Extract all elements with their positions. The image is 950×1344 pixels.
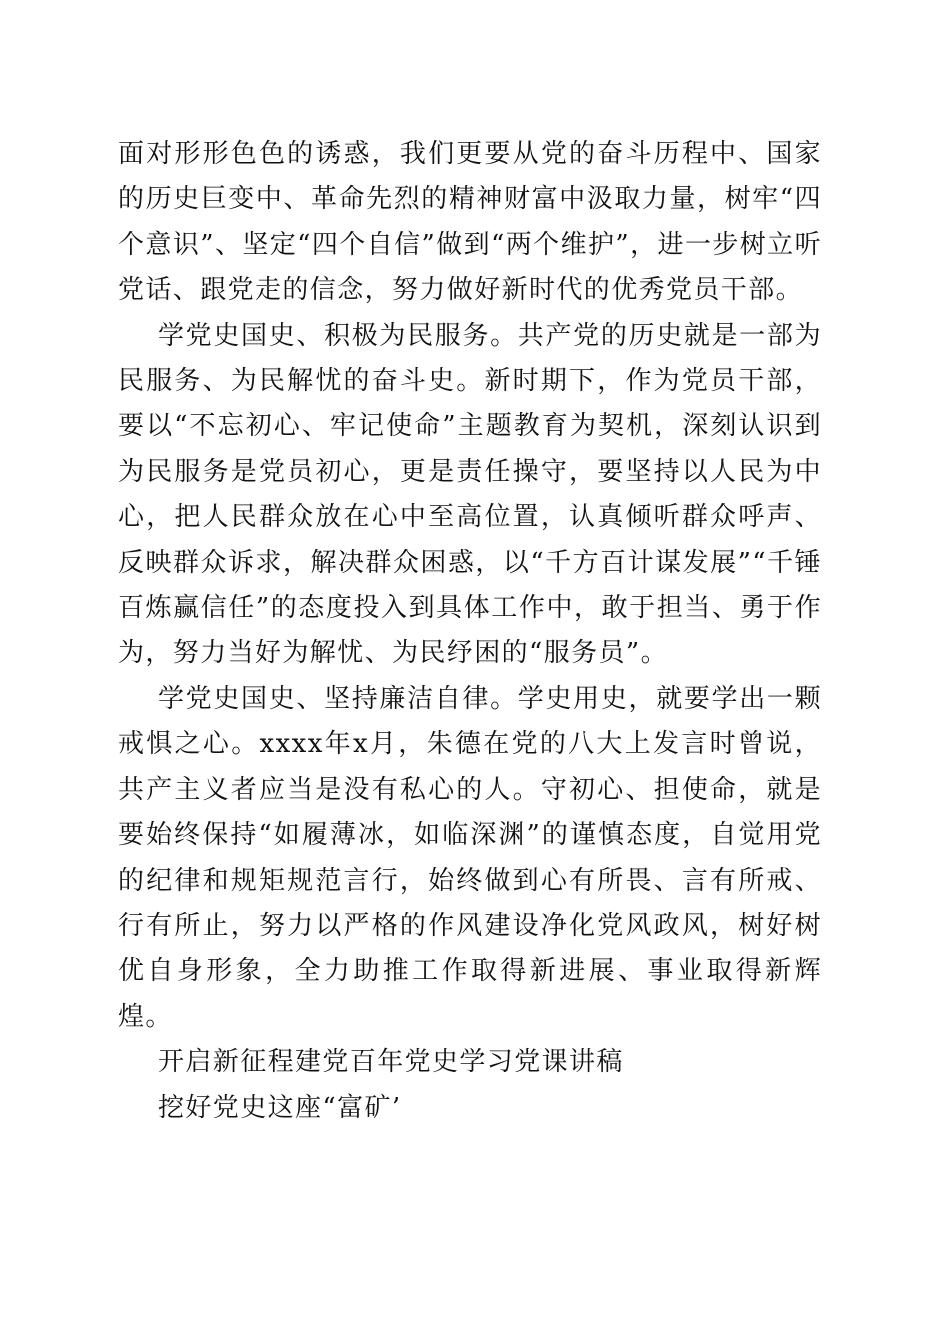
subsection-heading: 挖好党史这座“富矿’ [158,1092,402,1123]
document-page [118,132,822,1131]
paragraph-self-discipline: 学党史国史、坚持廉洁自律。学史用史，就要学出一颗戒惧之心。xxxx年x月，朱德在党的八大上发言时曾说，共产主义者应当是没有私心的人。守初心、担使命，就是要始终保持“如履薄冰，如临深渊”的谨慎态度，自觉用党的纪律和规矩规范言行，始终做到心有所畏、言有所戒、行有所止，努力以严格的作风建设净化党风政风，树好树优自身形象，全力助推工作取得新进展、事业取得新辉煌。 [118,683,822,1032]
paragraph-continued: 面对形形色色的诱惑，我们更要从党的奋斗历程中、国家的历史巨变中、革命先烈的精神财富中汲取力量，树牢“四个意识”、坚定“四个自信”做到“两个维护”，进一步树立听党话、跟党走的信念，努力做好新时代的优秀党员干部。 [118,139,822,306]
section-heading: 开启新征程建党百年党史学习党课讲稿 [158,1047,624,1078]
paragraph-serve-people: 学党史国史、积极为民服务。共产党的历史就是一部为民服务、为民解忧的奋斗史。新时期下，作为党员干部，要以“不忘初心、牢记使命”主题教育为契机，深刻认识到为民服务是党员初心，更是责任操守，要坚持以人民为中心，把人民群众放在心中至高位置，认真倾听群众呼声、反映群众诉求，解决群众困惑，以“千方百计谋发展”“千锤百炼赢信任”的态度投入到具体工作中，敢于担当、勇于作为，努力当好为解忧、为民纾困的“服务员”。 [118,320,822,669]
